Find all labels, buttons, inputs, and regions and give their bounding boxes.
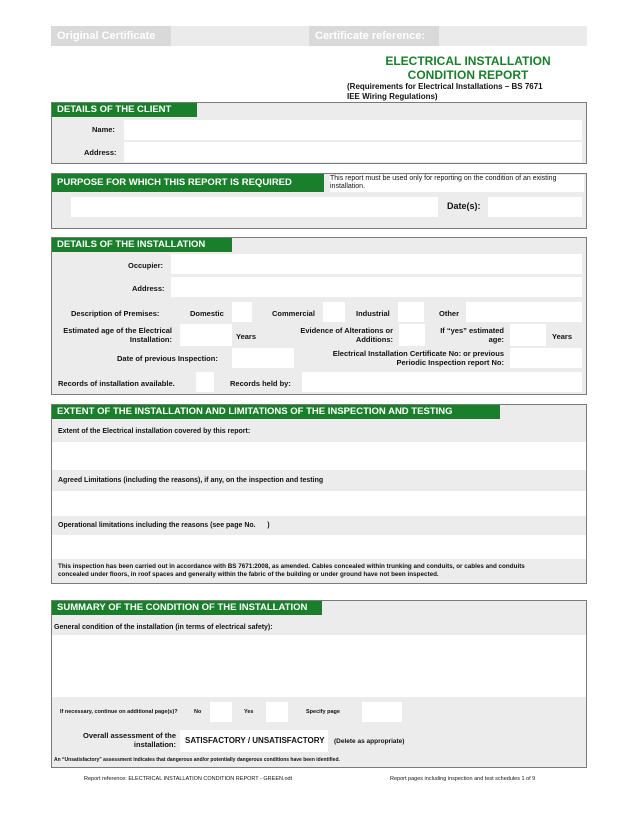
estimated-age-label-line-2: Installation:	[129, 335, 172, 344]
estimated-age-label	[58, 326, 172, 344]
description-label: Description of Premises:	[71, 309, 160, 318]
footer-report-reference: Report reference: ELECTRICAL INSTALLATION CONDITION REPORT - GREEN.odt	[84, 776, 293, 782]
specify-page-field[interactable]	[362, 702, 402, 722]
operational-limitations-label: Operational limitations including the reasons (see page No. )	[58, 522, 270, 529]
delete-note: (Delete as appropriate)	[334, 738, 405, 745]
records-available-label: Records of installation available.	[58, 379, 175, 388]
years-label: Years	[236, 332, 257, 341]
assessment-value: SATISFACTORY / UNSATISFACTORY	[185, 736, 325, 745]
dates-field[interactable]	[488, 197, 582, 217]
document-title	[382, 54, 582, 82]
subtitle-line-1: (Requirements for Electrical Installations – BS 7671	[347, 82, 543, 91]
records-available-field[interactable]	[196, 372, 214, 392]
installation-section	[51, 237, 587, 395]
operational-limitations-field[interactable]	[52, 535, 586, 559]
overall-assessment-line-2: installation:	[133, 740, 176, 749]
purpose-heading: PURPOSE FOR WHICH THIS REPORT IS REQUIRED	[52, 174, 324, 192]
occupier-field[interactable]	[171, 254, 582, 274]
original-certificate-label: Original Certificate	[57, 30, 156, 42]
records-held-field[interactable]	[302, 372, 582, 392]
inspection-note-line-2: concealed under floors, in roof spaces and generally within the fabric of the building or under ground have not been inspected.	[58, 571, 439, 578]
certificate-reference-field[interactable]	[439, 26, 587, 46]
unsatisfactory-note: An “Unsatisfactory” assessment indicates that dangerous and/or potentially dangerous conditions have been identified.	[54, 757, 340, 763]
alterations-label	[288, 326, 393, 344]
document-subtitle	[347, 82, 587, 102]
title-line-1: ELECTRICAL INSTALLATION	[385, 54, 551, 68]
general-condition-field[interactable]	[52, 635, 586, 697]
specify-page-label: Specify page	[306, 709, 340, 715]
yes-label: Yes	[244, 709, 254, 715]
client-name-field[interactable]	[124, 120, 582, 140]
previous-inspection-label: Date of previous Inspection:	[117, 354, 218, 363]
title-line-2: CONDITION REPORT	[407, 68, 529, 82]
records-held-label: Records held by:	[230, 379, 291, 388]
dates-label: Date(s):	[447, 201, 481, 211]
extent-field[interactable]	[52, 442, 586, 470]
domestic-checkbox[interactable]	[232, 302, 252, 322]
no-checkbox[interactable]	[210, 702, 232, 722]
agreed-limitations-label: Agreed Limitations (including the reasons), if any, on the inspection and testing	[58, 477, 324, 484]
certificate-no-field[interactable]	[510, 348, 582, 368]
commercial-checkbox[interactable]	[323, 302, 345, 322]
client-heading: DETAILS OF THE CLIENT	[52, 103, 197, 117]
alterations-label-line-2: Additions:	[355, 335, 393, 344]
footer-pages: Report pages including inspection and test schedules 1 of 9	[390, 776, 536, 782]
no-label: No	[194, 709, 202, 715]
client-name-label: Name:	[92, 125, 115, 134]
yes-estimated-age-label	[430, 326, 504, 344]
extent-heading: EXTENT OF THE INSTALLATION AND LIMITATIONS OF THE INSPECTION AND TESTING	[52, 405, 500, 419]
installation-address-label: Address:	[132, 284, 165, 293]
inspection-note-line-1: This inspection has been carried out in accordance with BS 7671:2008, as amended. Cables concealed within trunking and conduits, or cables and conduits	[58, 563, 525, 570]
purpose-note: This report must be used only for reporting on the condition of an existing installation.	[330, 175, 584, 192]
industrial-checkbox[interactable]	[398, 302, 424, 322]
installation-address-field[interactable]	[171, 277, 582, 297]
original-certificate-field[interactable]	[171, 26, 309, 46]
previous-inspection-field[interactable]	[232, 348, 294, 368]
certificate-no-label-line-2: Periodic Inspection report No:	[396, 358, 504, 367]
client-section	[51, 102, 587, 164]
overall-assessment-label	[70, 731, 176, 749]
overall-assessment-line-1: Overall assessment of the	[83, 731, 176, 740]
certificate-no-label-line-1: Electrical Installation Certificate No: or previous	[332, 349, 504, 358]
yes-estimated-age-field[interactable]	[510, 324, 546, 346]
client-address-label: Address:	[84, 148, 117, 157]
yes-estimated-label-line-1: If “yes” estimated	[440, 326, 504, 335]
certificate-reference-label: Certificate reference:	[315, 30, 426, 42]
yes-estimated-label-line-2: age:	[488, 335, 504, 344]
general-condition-label: General condition of the installation (in terms of electrical safety):	[54, 624, 273, 631]
original-certificate-bar	[51, 26, 171, 46]
years-label-2: Years	[552, 332, 573, 341]
inspection-note	[58, 563, 584, 579]
alterations-field[interactable]	[399, 324, 425, 346]
extent-label: Extent of the Electrical installation covered by this report:	[58, 428, 251, 435]
agreed-limitations-field[interactable]	[52, 491, 586, 516]
continue-label: If necessary, continue on additional page(s)?	[60, 709, 178, 715]
other-field[interactable]	[466, 302, 582, 322]
certificate-no-label	[298, 349, 504, 367]
subtitle-line-2: IEE Wiring Regulations)	[347, 92, 438, 101]
domestic-label: Domestic	[190, 309, 224, 318]
alterations-label-line-1: Evidence of Alterations or	[300, 326, 393, 335]
extent-section	[51, 404, 587, 584]
purpose-section	[51, 173, 587, 229]
installation-heading: DETAILS OF THE INSTALLATION	[52, 238, 232, 252]
yes-checkbox[interactable]	[266, 702, 288, 722]
summary-heading: SUMMARY OF THE CONDITION OF THE INSTALLATION	[52, 601, 322, 615]
certificate-reference-bar	[309, 26, 439, 46]
industrial-label: Industrial	[356, 309, 390, 318]
purpose-field[interactable]	[71, 197, 438, 217]
occupier-label: Occupier:	[128, 261, 164, 270]
commercial-label: Commercial	[272, 309, 315, 318]
client-address-field[interactable]	[124, 142, 582, 162]
summary-section	[51, 600, 587, 768]
estimated-age-label-line-1: Estimated age of the Electrical	[63, 326, 172, 335]
overall-assessment-field[interactable]	[180, 730, 328, 752]
estimated-age-field[interactable]	[180, 324, 232, 346]
other-label: Other	[439, 309, 460, 318]
